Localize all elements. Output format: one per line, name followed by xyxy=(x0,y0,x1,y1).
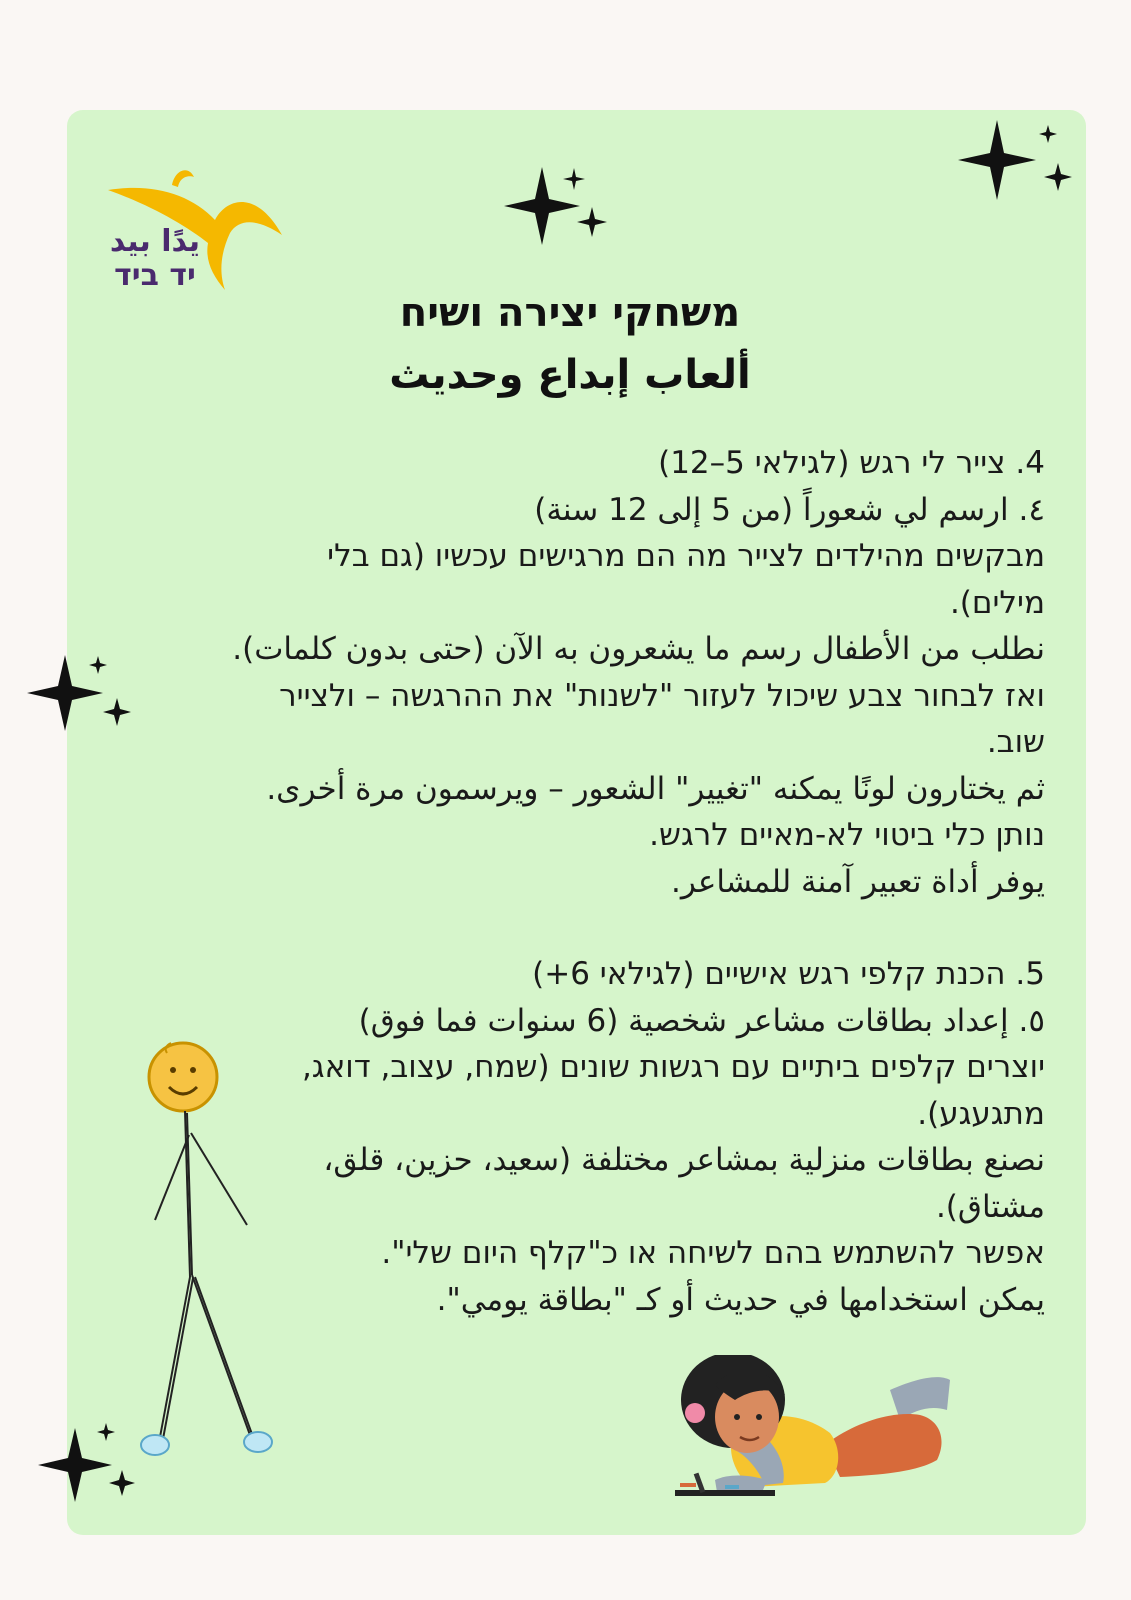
text-line: ثم يختارون لونًا يمكنه "تغيير" الشعور – ويرسمون مرة أخرى. xyxy=(266,770,1045,807)
text-line: مشتاق). xyxy=(935,1188,1045,1225)
text-line: يمكن استخدامها في حديث أو كـ "بطاقة يومي". xyxy=(436,1281,1045,1318)
text-line: שוב. xyxy=(986,724,1045,760)
sparkle-icon xyxy=(950,115,1080,215)
yad-beyad-logo xyxy=(90,165,295,305)
blank-line xyxy=(110,905,1045,951)
text-line: מילים). xyxy=(949,584,1045,621)
logo-hebrew-text: יד ביד xyxy=(114,258,196,293)
text-line: ٤. ارسم لي شعوراً (من 5 إلى 12 سنة) xyxy=(534,491,1045,528)
text-line: يوفر أداة تعبير آمنة للمشاعر. xyxy=(670,863,1045,900)
text-line: نصنع بطاقات منزلية بمشاعر مختلفة (سعيد، حزين، قلق، xyxy=(323,1142,1045,1178)
text-line: ואז לבחור צבע שיכול לעזור "לשנות" את ההרגשה – ולצייר xyxy=(279,677,1045,714)
logo-arabic-text: يدًا بيد xyxy=(109,224,201,259)
stick-figure-illustration xyxy=(135,1015,285,1485)
girl-drawing-illustration xyxy=(675,1355,975,1525)
text-line: יוצרים קלפים ביתיים עם רגשות שונים (שמח, עצוב, דואג, xyxy=(301,1049,1045,1085)
text-line: نطلب من الأطفال رسم ما يشعرون به الآن (حتى بدون كلمات). xyxy=(232,631,1045,667)
text-line: נותן כלי ביטוי לא-מאיים לרגש. xyxy=(649,817,1045,853)
text-line: 4. צייר לי רגש (לגילאי 5–12) xyxy=(658,445,1045,481)
title-arabic: ألعاب إبداع وحديث xyxy=(389,352,751,398)
text-line: ٥. إعداد بطاقات مشاعر شخصية (6 سنوات فما فوق) xyxy=(358,1002,1045,1039)
text-line: מתגעגע). xyxy=(917,1095,1045,1132)
page-title xyxy=(280,282,860,406)
sparkle-icon xyxy=(30,1418,150,1513)
sparkle-icon xyxy=(500,162,620,252)
title-hebrew: משחקי יצירה ושיח xyxy=(399,290,741,336)
text-line: מבקשים מהילדים לצייר מה הם מרגישים עכשיו (גם בלי xyxy=(327,538,1045,574)
text-line: אפשר להשתמש בהם לשיחה או כ"קלף היום שלי". xyxy=(381,1235,1045,1271)
text-line: 5. הכנת קלפי רגש אישיים (לגילאי 6+) xyxy=(532,956,1045,992)
